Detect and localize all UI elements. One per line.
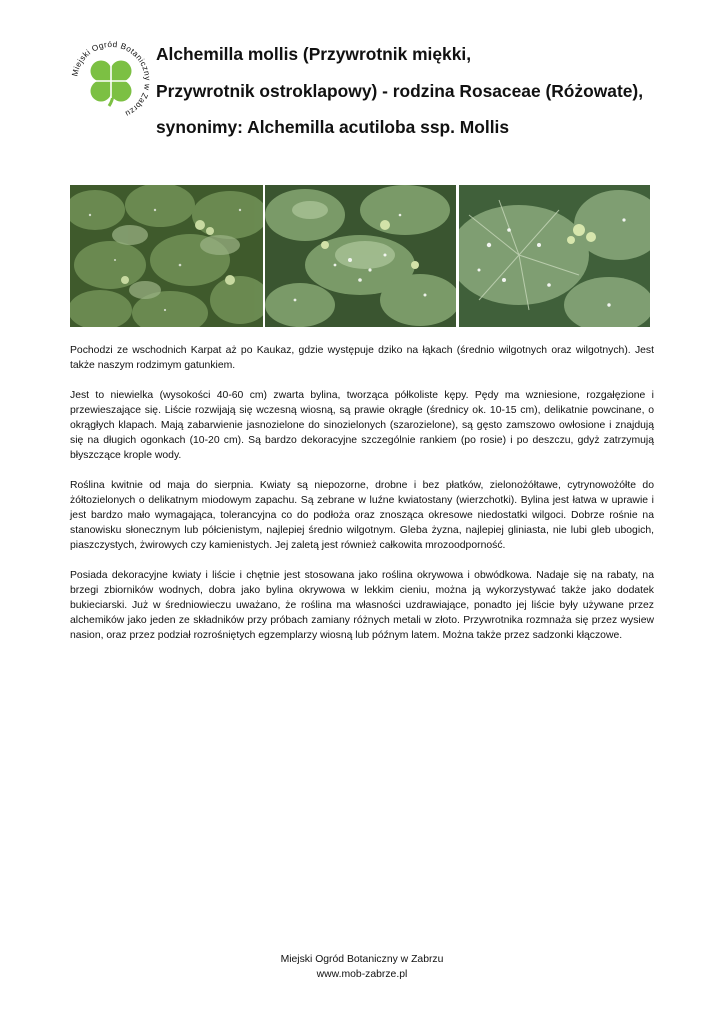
photo-strip xyxy=(70,185,650,327)
page-footer xyxy=(0,952,724,982)
title-line-2: Przywrotnik ostroklapowy) - rodzina Rosaceae (Różowate), xyxy=(156,80,644,101)
logo-ring-text: Miejski Ogród Botaniczny w Zabrzu xyxy=(70,39,153,119)
alchemilla-leaves-with-dew-photo xyxy=(265,185,456,327)
paragraph-origin: Pochodzi ze wschodnich Karpat aż po Kaukaz, gdzie występuje dziko na łąkach (średnio wilgotnych oraz wilgotnych). Jest także naszym rodzimym gatunkiem. xyxy=(70,345,654,371)
footer-website-link[interactable]: www.mob-zabrze.pl xyxy=(316,969,408,980)
garden-logo xyxy=(66,36,156,126)
description-body xyxy=(70,343,654,658)
alchemilla-leaves-photo xyxy=(70,185,263,327)
four-leaf-clover-icon xyxy=(90,60,132,106)
page-title xyxy=(156,44,696,154)
alchemilla-leaf-closeup-photo xyxy=(459,185,650,327)
footer-organization: Miejski Ogród Botaniczny w Zabrzu xyxy=(280,954,444,965)
title-line-3: synonimy: Alchemilla acutiloba ssp. Mollis xyxy=(156,117,510,138)
paragraph-flowering: Roślina kwitnie od maja do sierpnia. Kwiaty są niepozorne, drobne i bez płatków, zielonożółtawe, cytrynowożółte do żółtozielonych o delikatnym miodowym zapachu. Są zebrane w luźne kwiatostany (wierzchotki). Bylina jest łatwa w uprawie i jest bardzo mało wymagająca, tolerancyjna co do podłoża oraz znosząca okresowe niedostatki wilgoci. Dobrze rośnie na stanowisku słonecznym lub półcienistym, najlepiej średnio wilgotnym. Gleba żyzna, najlepiej gliniasta, nie lubi gleb ubogich, piaszczystych, żwirowych czy kamienistych. Jej zaletą jest również całkowita mrozoodporność. xyxy=(70,480,654,551)
paragraph-description: Jest to niewielka (wysokości 40-60 cm) zwarta bylina, tworząca półkoliste kępy. Pędy ma wzniesione, rozgałęzione i przewieszające się. Liście rozwijają się wczesną wiosną, są prawie okrągłe (średnicy ok. 10-15 cm), delikatnie powcinane, o okrągłych klapach. Mają zabarwienie jasnozielone do sinozielonych (szarozielone), są gęsto zamszowo owłosione i znajdują się na długich ogonkach (10-20 cm). Są bardzo dekoracyjne szczególnie rankiem (po rosie) i po deszczu, gdyż zatrzymują błyszczące krople wody. xyxy=(70,390,654,461)
title-line-1: Alchemilla mollis (Przywrotnik miękki, xyxy=(156,44,472,64)
paragraph-uses: Posiada dekoracyjne kwiaty i liście i chętnie jest stosowana jako roślina okrywowa i obwódkowa. Nadaje się na rabaty, na brzegi zbiorników wodnych, dobra jako bylina okrywowa w lekkim cieniu, można ją wykorzystywać także jako dodatek bukieciarski. Już w średniowieczu uważano, że roślina ma własności uzdrawiające, ponadto jej liście były używane przez alchemików jako jeden ze składników przy próbach zamiany różnych metali w złoto. Przywrotnika rozmnaża się przez wysiew nasion, oraz przez podział rozrośniętych egzemplarzy wiosną lub późnym latem. Można także przez sadzonki kłączowe. xyxy=(70,570,654,641)
